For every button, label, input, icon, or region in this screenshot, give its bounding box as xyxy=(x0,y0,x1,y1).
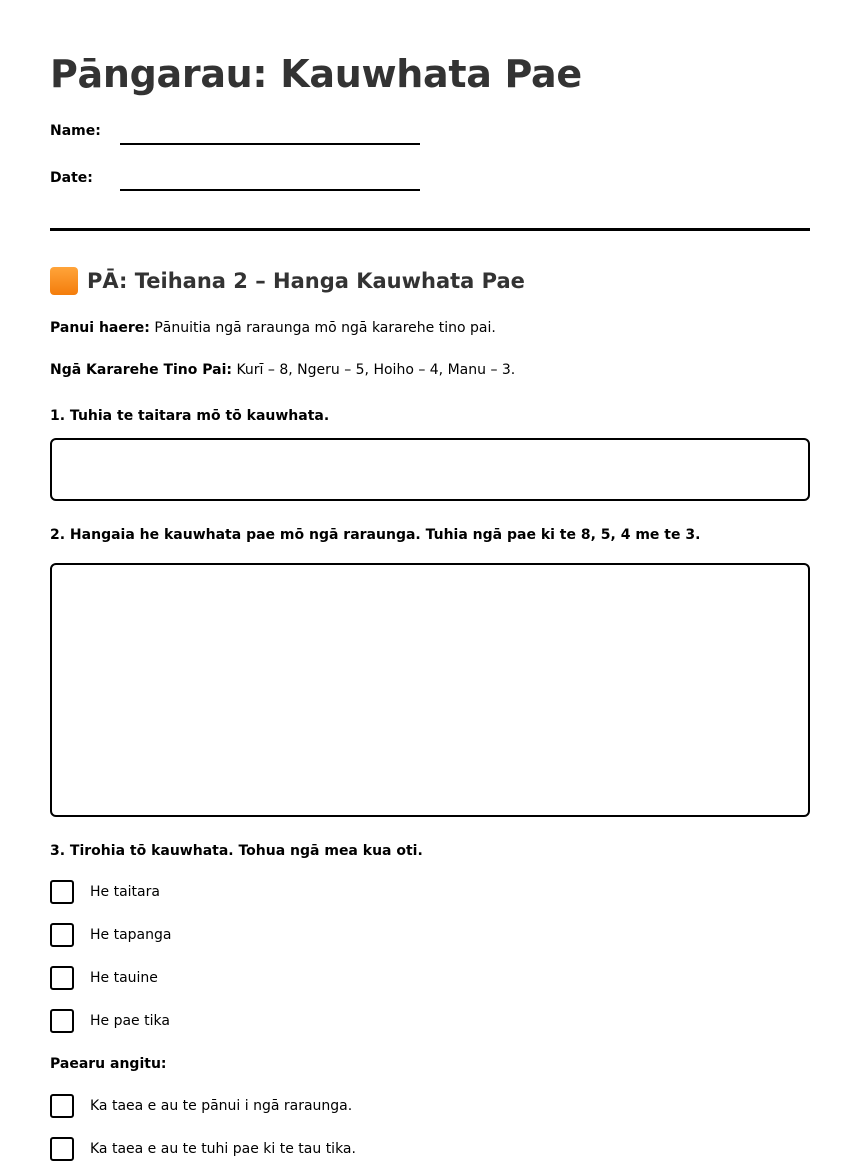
graph-drawing-box[interactable] xyxy=(50,563,810,817)
success-label: Ka taea e au te tuhi pae ki te tau tika. xyxy=(90,1141,356,1157)
checkbox-he-tauine[interactable] xyxy=(50,966,74,990)
checkbox-he-tapanga[interactable] xyxy=(50,923,74,947)
checklist-label: He pae tika xyxy=(90,1013,170,1029)
data-label: Ngā Kararehe Tino Pai: xyxy=(50,362,232,378)
date-field[interactable] xyxy=(120,189,420,191)
checklist-label: He tapanga xyxy=(90,927,172,943)
checklist-item xyxy=(50,1009,170,1033)
checklist-item xyxy=(50,966,158,990)
checkbox-draw-bars[interactable] xyxy=(50,1137,74,1161)
intro-paragraph xyxy=(50,319,496,337)
question-1: 1. Tuhia te taitara mō tō kauwhata. xyxy=(50,408,330,424)
success-item xyxy=(50,1094,352,1118)
page-title: Pāngarau: Kauwhata Pae xyxy=(50,52,582,96)
name-label: Name: xyxy=(50,123,101,139)
section-heading-text: PĀ: Teihana 2 – Hanga Kauwhata Pae xyxy=(87,269,525,293)
success-item xyxy=(50,1137,356,1161)
intro-label: Panui haere: xyxy=(50,320,150,336)
checklist-label: He tauine xyxy=(90,970,158,986)
data-paragraph xyxy=(50,361,515,379)
intro-text: Pānuitia ngā raraunga mō ngā kararehe tino pai. xyxy=(154,320,496,336)
success-criteria-heading: Paearu angitu: xyxy=(50,1056,167,1072)
success-label: Ka taea e au te pānui i ngā raraunga. xyxy=(90,1098,353,1114)
name-field[interactable] xyxy=(120,143,420,145)
checkbox-he-pae-tika[interactable] xyxy=(50,1009,74,1033)
checklist-item xyxy=(50,923,171,947)
header-divider xyxy=(50,228,810,231)
title-answer-box[interactable] xyxy=(50,438,810,501)
checkbox-he-taitara[interactable] xyxy=(50,880,74,904)
orange-square-icon xyxy=(50,267,78,295)
question-2: 2. Hangaia he kauwhata pae mō ngā raraunga. Tuhia ngā pae ki te 8, 5, 4 me te 3. xyxy=(50,527,701,543)
question-3: 3. Tirohia tō kauwhata. Tohua ngā mea kua oti. xyxy=(50,843,423,859)
checkbox-read-data[interactable] xyxy=(50,1094,74,1118)
data-text: Kurī – 8, Ngeru – 5, Hoiho – 4, Manu – 3. xyxy=(236,362,516,378)
checklist-item xyxy=(50,880,160,904)
date-label: Date: xyxy=(50,170,93,186)
checklist-label: He taitara xyxy=(90,884,160,900)
section-heading xyxy=(50,266,525,296)
